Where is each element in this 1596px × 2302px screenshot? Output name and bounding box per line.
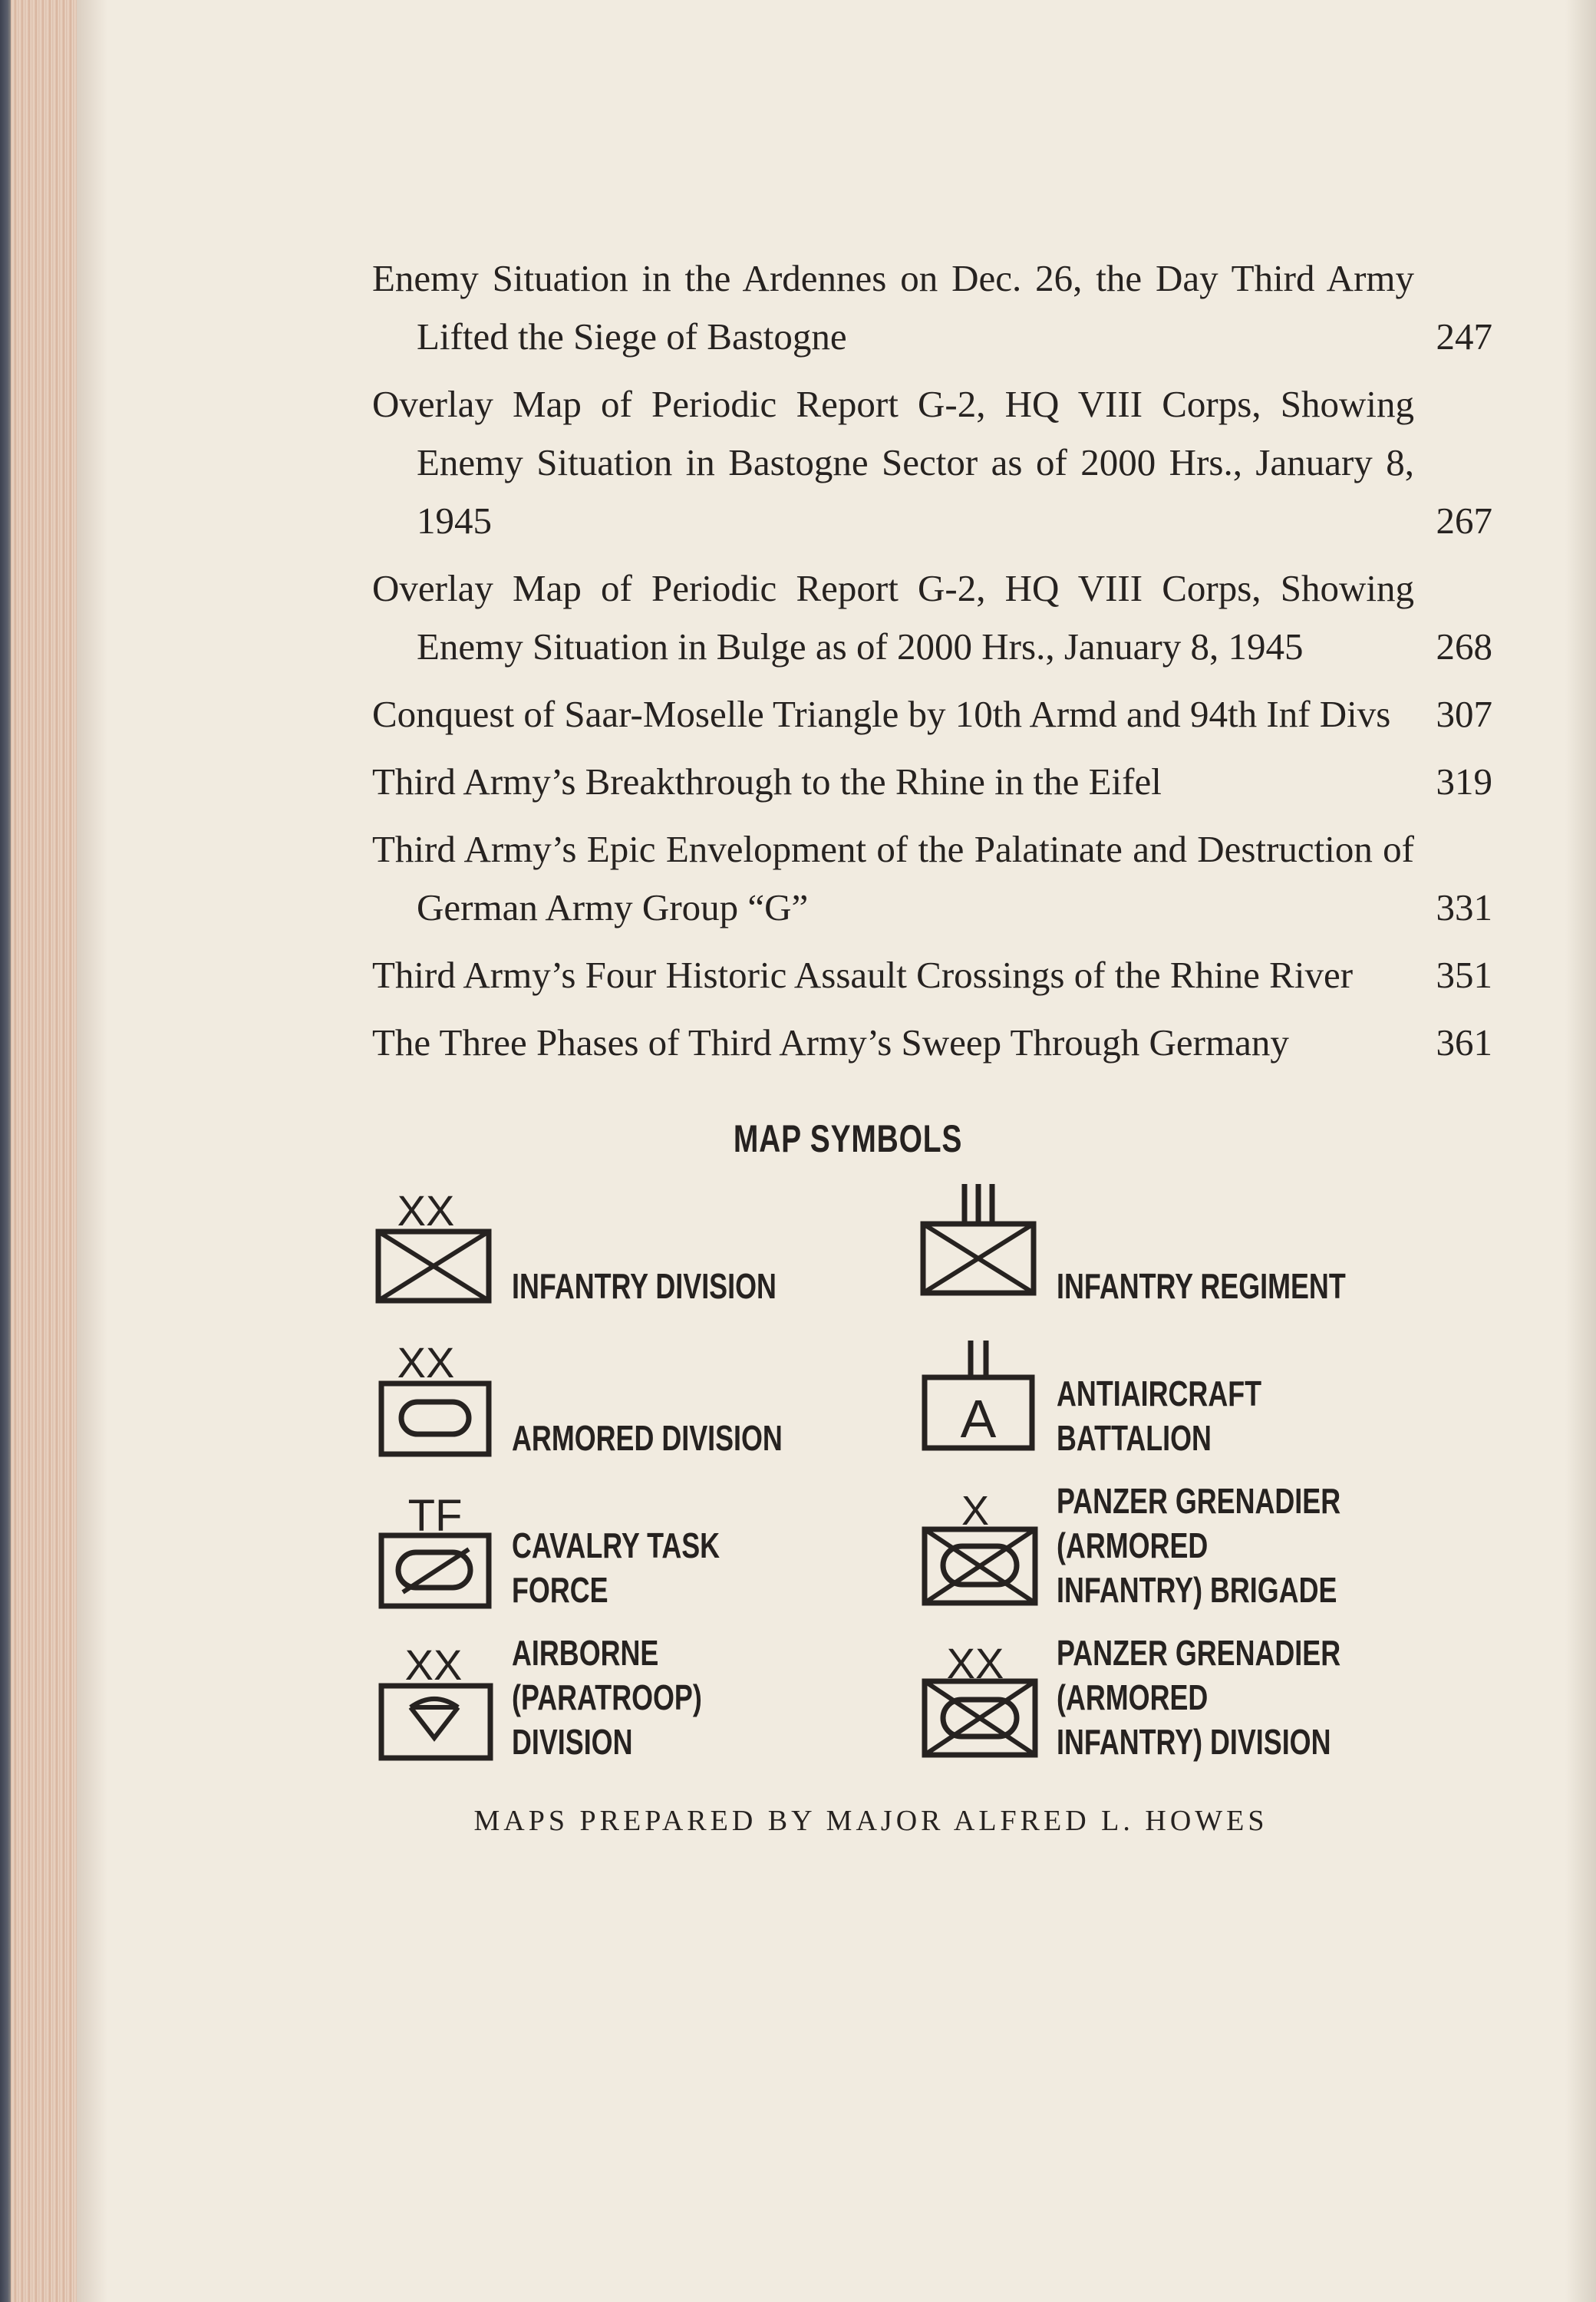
armored-division-icon <box>372 1333 495 1463</box>
map-list-entry <box>372 375 1492 550</box>
entry-page-number: 331 <box>1436 886 1492 928</box>
antiaircraft-letter: A <box>960 1389 997 1449</box>
right-edge-shade <box>1565 0 1596 2302</box>
infantry-regiment-icon <box>917 1181 1040 1311</box>
map-symbols-legend <box>372 1181 1492 1767</box>
legend-label: PANZER GRENADIER (ARMORED INFANTRY) DIVISION <box>1057 1633 1341 1762</box>
map-symbols-heading: MAP SYMBOLS <box>733 1117 963 1160</box>
echelon-mark: XX <box>404 1641 463 1689</box>
airborne-division-icon <box>372 1637 495 1767</box>
entry-title: Overlay Map of Periodic Report G-2, HQ VIII Corps, Showing Enemy Situation in Bulge as of 2000 Hrs., January 8, 1945 <box>372 567 1414 668</box>
entry-page-number: 351 <box>1436 954 1492 996</box>
panzer-grenadier-division-icon <box>917 1637 1040 1767</box>
entry-page-number: 268 <box>1436 625 1492 668</box>
map-list-entry <box>372 820 1492 937</box>
legend-label: ARMORED DIVISION <box>512 1418 783 1458</box>
map-list-entry <box>372 559 1492 676</box>
echelon-mark: XX <box>397 1338 455 1387</box>
legend-item <box>917 1633 1469 1767</box>
legend-label: PANZER GRENADIER (ARMORED INFANTRY) BRIGADE <box>1057 1481 1341 1610</box>
map-list-entry <box>372 1014 1492 1072</box>
legend-item <box>372 1181 909 1311</box>
entry-page-number: 247 <box>1436 315 1492 358</box>
echelon-mark: X <box>961 1488 990 1534</box>
legend-label: CAVALRY TASK FORCE <box>512 1525 721 1610</box>
infantry-division-icon <box>372 1181 495 1311</box>
entry-title: Third Army’s Four Historic Assault Crossings of the Rhine River <box>372 954 1354 996</box>
map-list-entry <box>372 249 1492 366</box>
map-list-entry <box>372 685 1492 744</box>
gutter-shadow <box>77 0 107 2302</box>
entry-page-number: 361 <box>1436 1021 1492 1064</box>
entry-page-number: 267 <box>1436 500 1492 542</box>
entry-title: Overlay Map of Periodic Report G-2, HQ VIII Corps, Showing Enemy Situation in Bastogne Sector as of 2000 Hrs., January 8, 1945 <box>372 383 1414 542</box>
legend-item <box>917 1481 1469 1615</box>
entry-title: The Three Phases of Third Army’s Sweep Through Germany <box>372 1021 1289 1064</box>
entry-title: Enemy Situation in the Ardennes on Dec. 26, the Day Third Army Lifted the Siege of Bastogne <box>372 257 1414 358</box>
page-edges <box>11 0 77 2302</box>
legend-label: INFANTRY DIVISION <box>512 1266 777 1306</box>
echelon-mark: XX <box>946 1639 1004 1687</box>
entry-title: Conquest of Saar-Moselle Triangle by 10th Armd and 94th Inf Divs <box>372 693 1391 735</box>
legend-item <box>372 1485 909 1615</box>
antiaircraft-battalion-icon <box>917 1333 1040 1463</box>
legend-label: ANTIAIRCRAFT BATTALION <box>1057 1374 1262 1458</box>
entry-page-number: 307 <box>1436 693 1492 735</box>
legend-item <box>372 1333 909 1463</box>
cavalry-task-force-icon <box>372 1485 495 1615</box>
map-list-entry <box>372 946 1492 1004</box>
page-content <box>372 249 1492 1838</box>
entry-title: Third Army’s Breakthrough to the Rhine in the Eifel <box>372 760 1162 803</box>
map-list-entry <box>372 753 1492 811</box>
echelon-mark: TF <box>407 1491 463 1541</box>
entry-title: Third Army’s Epic Envelopment of the Palatinate and Destruction of German Army Group “G” <box>372 828 1414 928</box>
legend-item <box>917 1333 1469 1463</box>
legend-label: AIRBORNE (PARATROOP) DIVISION <box>512 1633 702 1762</box>
legend-item <box>372 1633 909 1767</box>
book-spine <box>0 0 11 2302</box>
echelon-mark: XX <box>397 1186 455 1235</box>
legend-item <box>917 1181 1469 1311</box>
maps-credit: MAPS PREPARED BY MAJOR ALFRED L. HOWES <box>473 1805 1268 1837</box>
panzer-grenadier-brigade-icon <box>917 1485 1040 1615</box>
legend-label: INFANTRY REGIMENT <box>1057 1266 1346 1306</box>
entry-page-number: 319 <box>1436 760 1492 803</box>
